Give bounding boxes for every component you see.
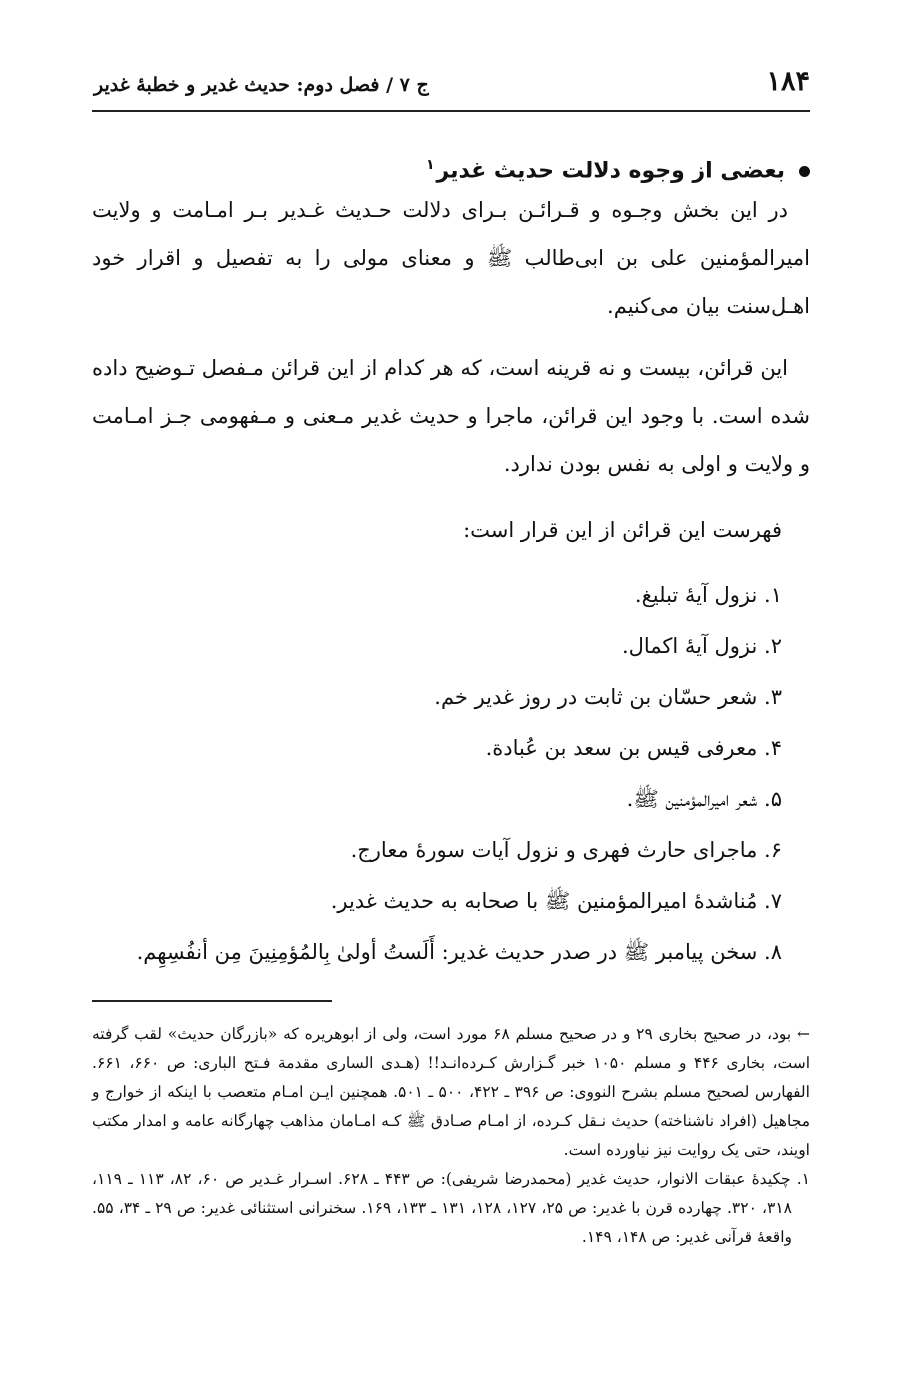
evidence-list bbox=[92, 570, 810, 978]
footnote-marker[interactable]: ۱ bbox=[426, 157, 435, 173]
section-heading-text: بعضی از وجوه دلالت حدیث غدیر bbox=[436, 158, 785, 184]
bullet-icon bbox=[799, 166, 810, 177]
footnote-separator bbox=[92, 1000, 332, 1002]
list-item: ۳. شعر حسّان بن ثابت در روز غدیر خم. bbox=[434, 685, 782, 710]
list-item: ۶. ماجرای حارث فهری و نزول آیات سورهٔ معارج. bbox=[350, 838, 782, 863]
running-title: ج ۷ / فصل دوم: حديث غدير و خطبهٔ غدير bbox=[94, 74, 429, 96]
page-header bbox=[92, 60, 810, 112]
footnotes bbox=[92, 1020, 810, 1252]
list-item: ۱. نزول آیهٔ تبلیغ. bbox=[634, 583, 782, 608]
body-paragraph: این قرائن، بیست و نه قرینه است، که هر کدام از این قرائن مـفصل تـوضیح داده شده است. با وجود این قرائن، ماجرا و حدیث غدیر مـعنی و مـفهومی جـز امـامت و ولایت و اولی به نفس بودن ندارد. bbox=[92, 356, 810, 477]
list-item: ۵. شعر امیرالمؤمنین ﷺ. bbox=[626, 787, 782, 812]
footnote-continued: ← بود، در صحیح بخاری ۲۹ و در صحیح مسلم ۶۸ مورد است، ولی از ابوهریره که «بازرگان حدیث» لقب گرفته است، بخاری ۴۴۶ و مسلم ۱۰۵۰ خبر گـزارش کـرده‌انـد!! (هـدی الساری مقدمة فـتح الباری: ص ۶۶۰، ۶۶۱. الفهارس لصحیح مسلم بشرح النووی: ص ۳۹۶ ـ ۴۲۲، ۵۰۰ ـ ۵۰۱. همچنین ایـن امـام متعصب با اینکه از خوارج و مجاهیل (افراد ناشناخته) حدیث نـقل کـرده، از امـام صـادق ﷺ کـه امـامان مذاهب چهارگانه عامه و امدار مکتب اویند، حتی یک روایت نیز نیاورده است. bbox=[92, 1025, 811, 1159]
list-intro: فهرست این قرائن از این قرار است: bbox=[463, 518, 782, 543]
section-heading bbox=[92, 150, 810, 186]
list-item: ۲. نزول آیهٔ اکمال. bbox=[621, 634, 782, 659]
list-item: ۷. مُناشدهٔ امیرالمؤمنین ﷺ با صحابه به حدیث غدیر. bbox=[330, 889, 782, 914]
page-number: ۱۸۴ bbox=[766, 66, 810, 97]
footnote-1: ۱. چکیدهٔ عبقات الانوار، حدیث غدیر (محمدرضا شریفی): ص ۴۴۳ ـ ۶۲۸. اسـرار غـدیر ص ۶۰، ۸۲، ۱۱۳ ـ ۱۱۹، ۳۱۸، ۳۲۰. چهارده قرن با غدیر: ص ۲۵، ۱۲۷، ۱۲۸، ۱۳۱ ـ ۱۳۳، ۱۶۹. سخنرانی استثنائی غدیر: ص ۲۹ ـ ۳۴، ۵۵. واقعهٔ قرآنی غدیر: ص ۱۴۸، ۱۴۹. bbox=[92, 1170, 810, 1246]
body-paragraph: در این بخش وجـوه و قـرائـن بـرای دلالت حـدیث غـدیر بـر امـامت و ولایت امیرالمؤمنین علی بن ابی‌طالب ﷺ و معنای مولی را به تفصیل و اقرار خود اهـل‌سنت بیان می‌کنیم. bbox=[92, 198, 810, 319]
list-item: ۸. سخن پیامبر ﷺ در صدر حدیث غدیر: أَلَستُ أولیٰ بِالمُؤمِنِینَ مِن أنفُسِهِم. bbox=[136, 940, 782, 965]
book-page bbox=[92, 60, 810, 1360]
list-item: ۴. معرفی قیس بن سعد بن عُبادة. bbox=[485, 736, 782, 761]
